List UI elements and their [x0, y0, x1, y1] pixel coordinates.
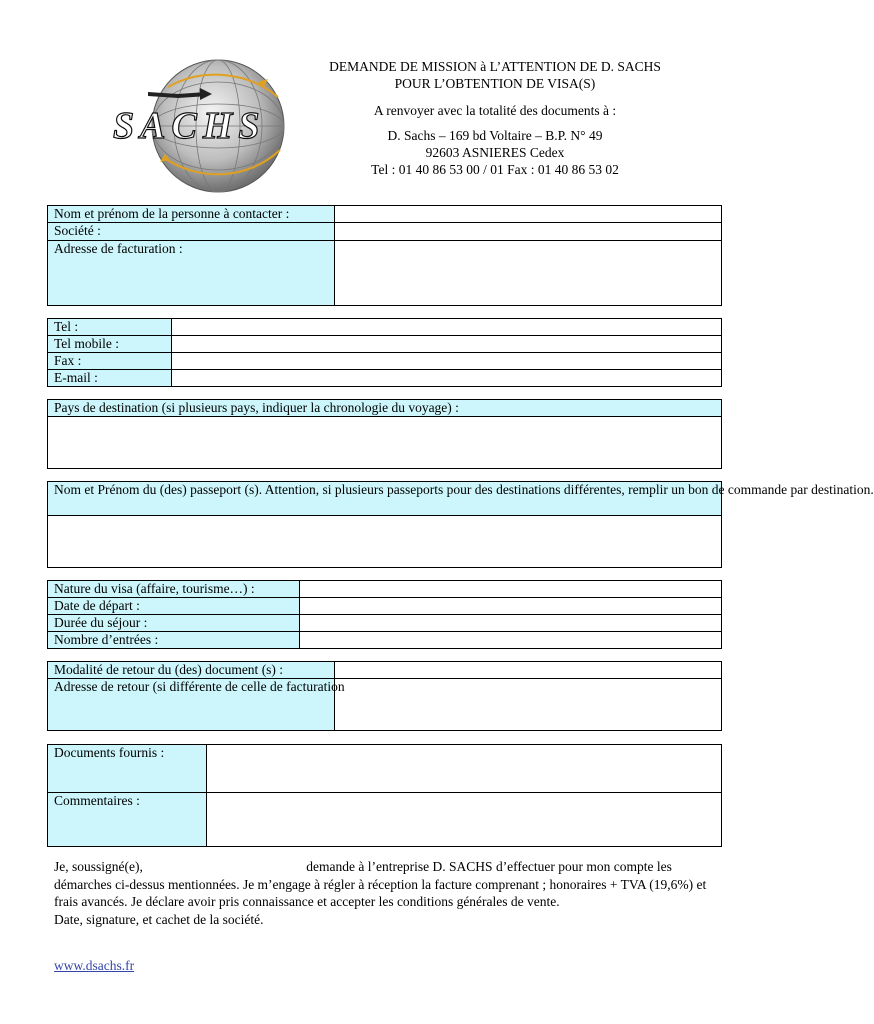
- billing-address-label: Adresse de facturation :: [48, 241, 335, 306]
- destination-label: Pays de destination (si plusieurs pays, indiquer la chronologie du voyage) :: [48, 400, 722, 417]
- return-table: [47, 661, 722, 731]
- passport-label: Nom et Prénom du (des) passeport (s). Attention, si plusieurs passeports pour des destinations différentes, remplir un bon de commande par destination.: [48, 482, 722, 516]
- globe-airplane-logo: [108, 52, 308, 200]
- return-address-field[interactable]: [335, 679, 722, 731]
- comments-label: Commentaires :: [48, 793, 207, 847]
- address-line-1: D. Sachs – 169 bd Voltaire – B.P. N° 49: [387, 128, 603, 143]
- website-link[interactable]: www.dsachs.fr: [54, 958, 135, 973]
- stay-duration-label: Durée du séjour :: [48, 615, 300, 632]
- return-mode-field[interactable]: [335, 662, 722, 679]
- comments-field[interactable]: [207, 793, 722, 847]
- contact-name-field[interactable]: [335, 206, 722, 223]
- documents-table: [47, 744, 722, 847]
- header-block: [300, 58, 690, 178]
- contact-table: [47, 205, 722, 306]
- departure-date-label: Date de départ :: [48, 598, 300, 615]
- stay-duration-field[interactable]: [300, 615, 722, 632]
- fax-field[interactable]: [172, 353, 722, 370]
- visa-table: [47, 580, 722, 649]
- departure-date-field[interactable]: [300, 598, 722, 615]
- destination-field[interactable]: [48, 417, 722, 469]
- return-mode-label: Modalité de retour du (des) document (s) :: [48, 662, 335, 679]
- svg-text:SACHS: SACHS: [113, 105, 266, 147]
- company-label: Société :: [48, 223, 335, 241]
- address-line-2: 92603 ASNIERES Cedex: [425, 145, 565, 160]
- signature-line: Date, signature, et cachet de la société.: [54, 911, 264, 927]
- entries-count-label: Nombre d’entrées :: [48, 632, 300, 649]
- tel-field[interactable]: [172, 319, 722, 336]
- visa-nature-label: Nature du visa (affaire, tourisme…) :: [48, 581, 300, 598]
- title-line-2: POUR L’OBTENTION DE VISA(S): [394, 76, 596, 91]
- company-field[interactable]: [335, 223, 722, 241]
- fax-label: Fax :: [48, 353, 172, 370]
- declaration-text: demande à l’entreprise D. SACHS d’effectuer pour mon compte les démarches ci-dessus mentionnées. Je m’engage à régler à réception la facture comprenant ; honoraires + TVA (19,6%) et frais avancés. Je déclare avoir pris connaissance et accepter les conditions générales de vente.: [54, 859, 707, 909]
- documents-provided-label: Documents fournis :: [48, 745, 207, 793]
- phone-line: Tel : 01 40 86 53 00 / 01 Fax : 01 40 86 53 02: [371, 162, 619, 177]
- visa-nature-field[interactable]: [300, 581, 722, 598]
- destination-table: [47, 399, 722, 469]
- phones-table: [47, 318, 722, 387]
- documents-provided-field[interactable]: [207, 745, 722, 793]
- passport-field[interactable]: [48, 516, 722, 568]
- entries-count-field[interactable]: [300, 632, 722, 649]
- email-field[interactable]: [172, 370, 722, 387]
- mobile-label: Tel mobile :: [48, 336, 172, 353]
- email-label: E-mail :: [48, 370, 172, 387]
- tel-label: Tel :: [48, 319, 172, 336]
- return-address-label: Adresse de retour (si différente de celle de facturation: [48, 679, 335, 731]
- declaration-block: [54, 858, 714, 928]
- mobile-field[interactable]: [172, 336, 722, 353]
- instruction: A renvoyer avec la totalité des documents à :: [373, 103, 617, 118]
- passport-table: [47, 481, 874, 568]
- billing-address-field[interactable]: [335, 241, 722, 306]
- title-line-1: DEMANDE DE MISSION à L’ATTENTION DE D. SACHS: [329, 59, 661, 74]
- declaration-intro: Je, soussigné(e),: [54, 859, 143, 874]
- contact-name-label: Nom et prénom de la personne à contacter :: [48, 206, 335, 223]
